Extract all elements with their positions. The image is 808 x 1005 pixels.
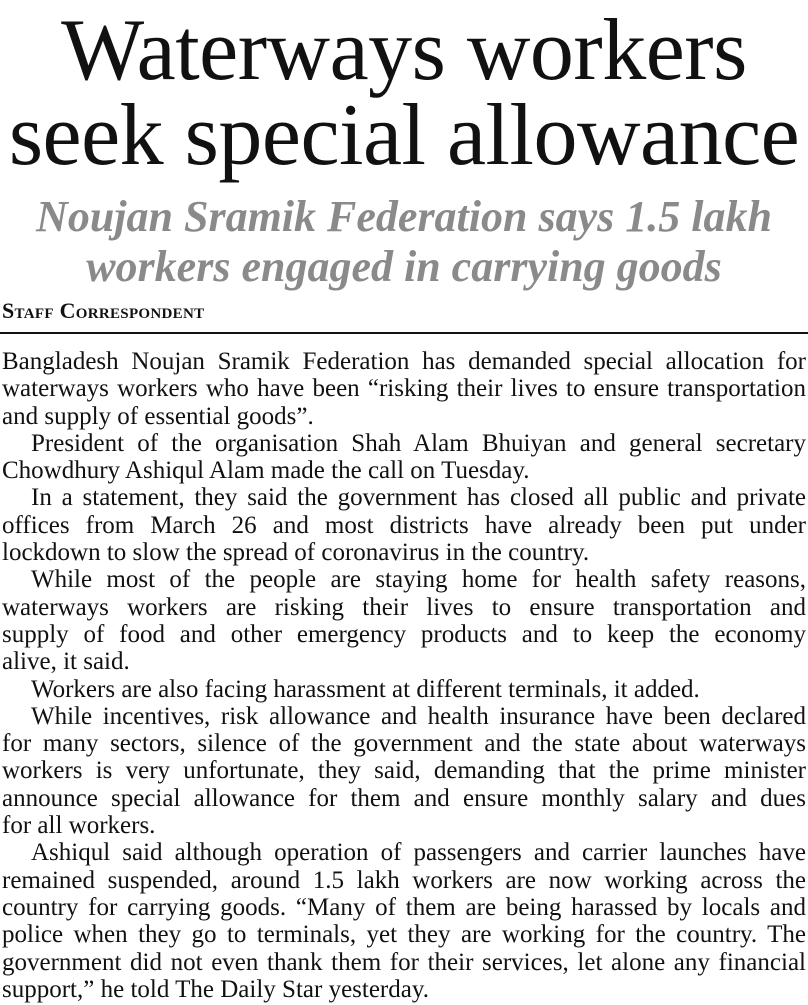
headline-line: Waterways workers (61, 2, 747, 99)
article-text-line: for many sectors, silence of the government and the state about waterways (2, 730, 806, 758)
byline-divider (0, 332, 808, 334)
article-paragraph (2, 566, 806, 675)
article-paragraph (2, 703, 806, 839)
subheadline-line: Noujan Sramik Federation says 1.5 lakh (36, 192, 772, 241)
article-text-line: Workers are also facing harassment at different terminals, it added. (31, 675, 700, 703)
article-text-line: workers is very unfortunate, they said, demanding that the prime minister (2, 757, 806, 785)
article-text-line: waterways workers who have been “risking their lives to ensure transportation (2, 375, 806, 403)
article-text-line: offices from March 26 and most districts have already been put under (2, 511, 806, 539)
article-text-line: While most of the people are staying home for health safety reasons, (31, 566, 806, 594)
article-paragraph (2, 484, 806, 566)
article-text-line: Ashiqul said although operation of passengers and carrier launches have (31, 839, 806, 867)
article-text-line: announce special allowance for them and ensure monthly salary and dues (2, 784, 806, 812)
article-text-line: government did not even thank them for their services, let alone any financial (2, 948, 806, 976)
article-paragraph (2, 676, 806, 703)
article-text-line: police when they go to terminals, yet they are working for the country. The (2, 921, 806, 949)
article-text-line: alive, it said. (2, 648, 130, 676)
article-text-line: country for carrying goods. “Many of them are being harassed by locals and (2, 893, 806, 921)
headline (0, 2, 808, 184)
byline: Staff Correspondent (2, 298, 205, 323)
article-text-line: Bangladesh Noujan Sramik Federation has demanded special allocation for (2, 348, 806, 375)
article-paragraph (2, 348, 806, 430)
subheadline-line: workers engaged in carrying goods (86, 242, 722, 291)
article-text-line: supply of food and other emergency products and to keep the economy (2, 620, 806, 648)
article-text-line: While incentives, risk allowance and health insurance have been declared (31, 702, 806, 730)
article-text-line: lockdown to slow the spread of coronavirus in the country. (2, 539, 590, 567)
article-text-line: waterways workers are risking their lives to ensure transportation and (2, 593, 806, 621)
article-paragraph (2, 839, 806, 1003)
subheadline (0, 192, 808, 292)
article-text-line: President of the organisation Shah Alam Bhuiyan and general secretary (31, 429, 806, 457)
article-text-line: and supply of essential goods”. (2, 402, 314, 430)
article-text-line: for all workers. (2, 812, 156, 840)
article-paragraph (2, 430, 806, 485)
article-text-line: Chowdhury Ashiqul Alam made the call on Tuesday. (2, 457, 530, 485)
article-text-line: remained suspended, around 1.5 lakh workers are now working across the (2, 866, 806, 894)
headline-line: seek special allowance (8, 87, 800, 184)
article-text-line: support,” he told The Daily Star yesterday. (2, 975, 429, 1003)
article-body (2, 348, 806, 1003)
article-text-line: In a statement, they said the government has closed all public and private (31, 484, 806, 512)
